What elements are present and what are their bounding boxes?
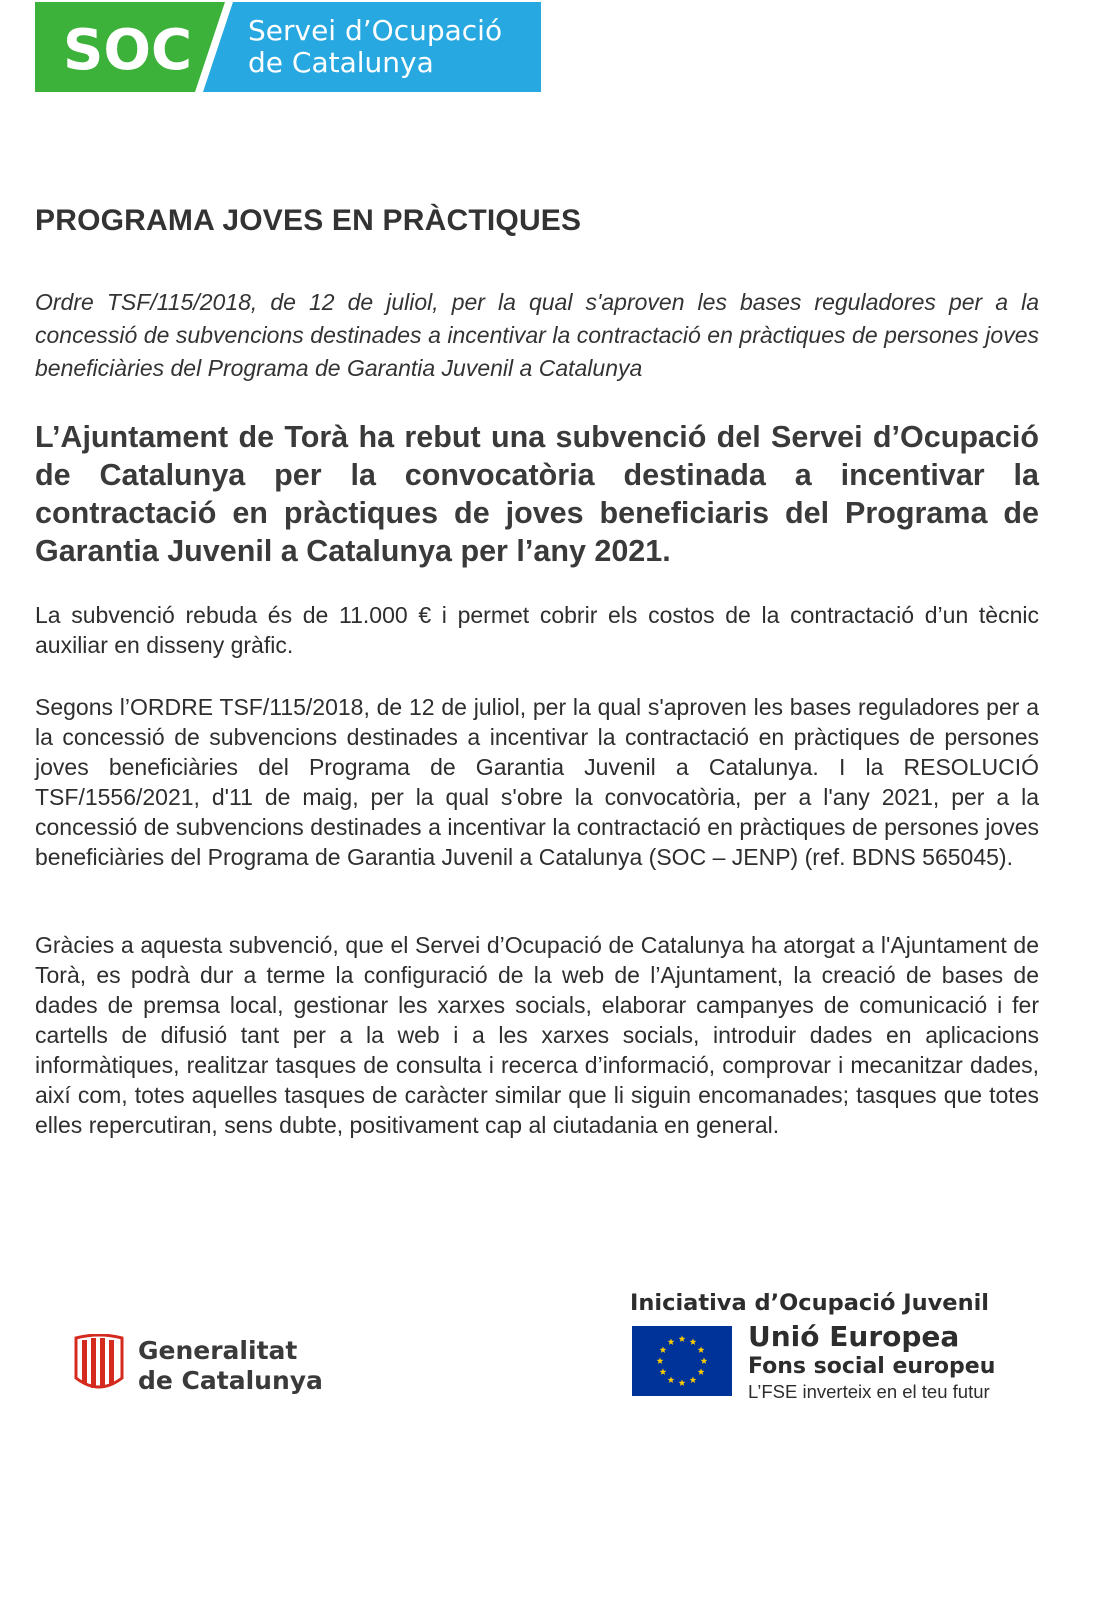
eu-tagline: L’FSE inverteix en el teu futur bbox=[748, 1381, 990, 1402]
legal-basis-paragraph: Segons l’ORDRE TSF/115/2018, de 12 de juliol, per la qual s'aproven les bases reguladores per a la concessió de subvencions destinades a incentivar la contractació en pràctiques de persones joves beneficiàries del Programa de Garantia Juvenil a Catalunya. I la RESOLUCIÓ TSF/1556/2021, d'11 de maig, per la qual s'obre la convocatòria, per a l'any 2021, per a la concessió de subvencions destinades a incentivar la contractació en pràctiques de persones joves beneficiàries del Programa de Garantia Juvenil a Catalunya (SOC – JENP) (ref. BDNS 565045). bbox=[35, 694, 1039, 870]
eu-logo bbox=[630, 1290, 1040, 1410]
soc-logo-graphic bbox=[35, 2, 555, 92]
generalitat-emblem-icon bbox=[72, 1334, 126, 1394]
ordre-reference: Ordre TSF/115/2018, de 12 de juliol, per la qual s'aproven les bases reguladores per a la concessió de subvencions destinades a incentivar la contractació en pràctiques de persones joves beneficiàries del Programa de Garantia Juvenil a Catalunya bbox=[35, 289, 1039, 381]
eu-initiative-label: Iniciativa d’Ocupació Juvenil bbox=[630, 1290, 990, 1316]
subsidy-paragraph: La subvenció rebuda és de 11.000 € i permet cobrir els costos de la contractació d’un tècnic auxiliar en disseny gràfic. bbox=[35, 602, 1039, 658]
eu-union-label: Unió Europea bbox=[748, 1320, 960, 1353]
eu-fund-label: Fons social europeu bbox=[748, 1354, 996, 1379]
soc-logo bbox=[35, 2, 555, 92]
generalitat-name bbox=[138, 1336, 323, 1396]
soc-name-line2: de Catalunya bbox=[248, 46, 434, 79]
generalitat-logo bbox=[72, 1334, 342, 1398]
generalitat-line2: de Catalunya bbox=[138, 1366, 323, 1395]
headline: L’Ajuntament de Torà ha rebut una subvenció del Servei d’Ocupació de Catalunya per la convocatòria destinada a incentivar la contractació en pràctiques de joves beneficiaris del Programa de Garantia Juvenil a Catalunya per l’any 2021. bbox=[35, 420, 1039, 568]
soc-acronym: SOC bbox=[63, 18, 193, 83]
eu-flag-icon bbox=[632, 1326, 732, 1396]
soc-name-line1: Servei d’Ocupació bbox=[248, 14, 503, 47]
tasks-paragraph: Gràcies a aquesta subvenció, que el Servei d’Ocupació de Catalunya ha atorgat a l'Ajuntament de Torà, es podrà dur a terme la configuració de la web de l’Ajuntament, la creació de bases de dades de premsa local, gestionar les xarxes socials, elaborar campanyes de comunicació i fer cartells de difusió tant per a la web i a les xarxes socials, introduir dades en aplicacions informàtiques, realitzar tasques de consulta i recerca d’informació, comprovar i mecanitzar dades, així com, totes aquelles tasques de caràcter similar que li siguin encomanades; tasques que totes elles repercutiran, sens dubte, positivament cap al ciutadania en general. bbox=[35, 932, 1039, 1138]
page-title: PROGRAMA JOVES EN PRÀCTIQUES bbox=[35, 204, 582, 237]
generalitat-line1: Generalitat bbox=[138, 1336, 298, 1365]
